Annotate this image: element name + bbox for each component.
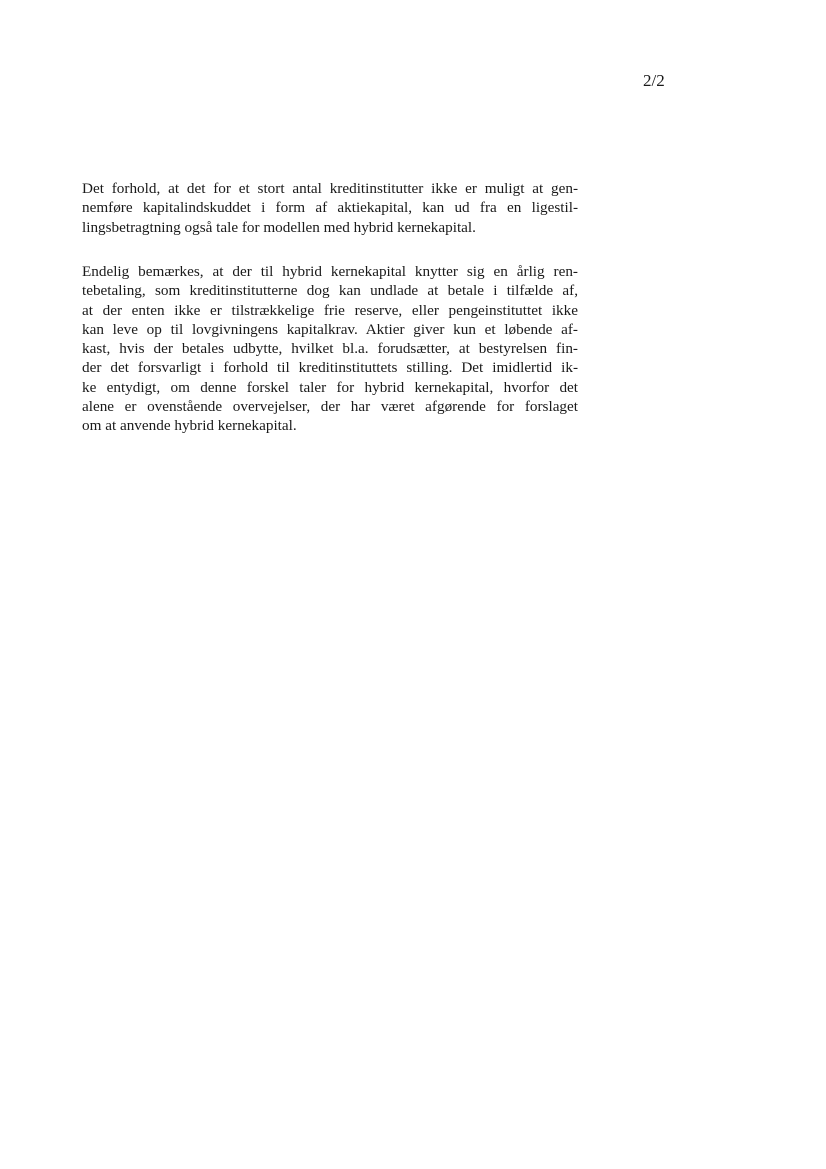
text-line: om at anvende hybrid kernekapital. — [82, 417, 297, 435]
paragraph-2 — [82, 262, 578, 436]
text-line: alene er ovenstående overvejelser, der har været afgørende for forslaget — [82, 398, 578, 416]
text-line: nemføre kapitalindskuddet i form af aktiekapital, kan ud fra en ligestil- — [82, 199, 578, 217]
text-line: der det forsvarligt i forhold til kreditinstituttets stilling. Det imidlertid ik- — [82, 359, 578, 377]
text-line: kan leve op til lovgivningens kapitalkrav. Aktier giver kun et løbende af- — [82, 320, 578, 338]
text-line: Endelig bemærkes, at der til hybrid kernekapital knytter sig en årlig ren- — [82, 263, 578, 280]
page-number: 2/2 — [643, 71, 665, 90]
paragraph-1 — [82, 179, 578, 237]
text-line: at der enten ikke er tilstrækkelige frie reserve, eller pengeinstituttet ikke — [82, 301, 578, 319]
text-line: lingsbetragtning også tale for modellen med hybrid kernekapital. — [82, 218, 476, 236]
text-line: Det forhold, at det for et stort antal kreditinstitutter ikke er muligt at gen- — [82, 180, 578, 197]
text-line: kast, hvis der betales udbytte, hvilket bl.a. forudsætter, at bestyrelsen fin- — [82, 340, 578, 358]
text-line: ke entydigt, om denne forskel taler for hybrid kernekapital, hvorfor det — [82, 378, 578, 396]
text-line: tebetaling, som kreditinstitutterne dog kan undlade at betale i tilfælde af, — [82, 282, 578, 300]
